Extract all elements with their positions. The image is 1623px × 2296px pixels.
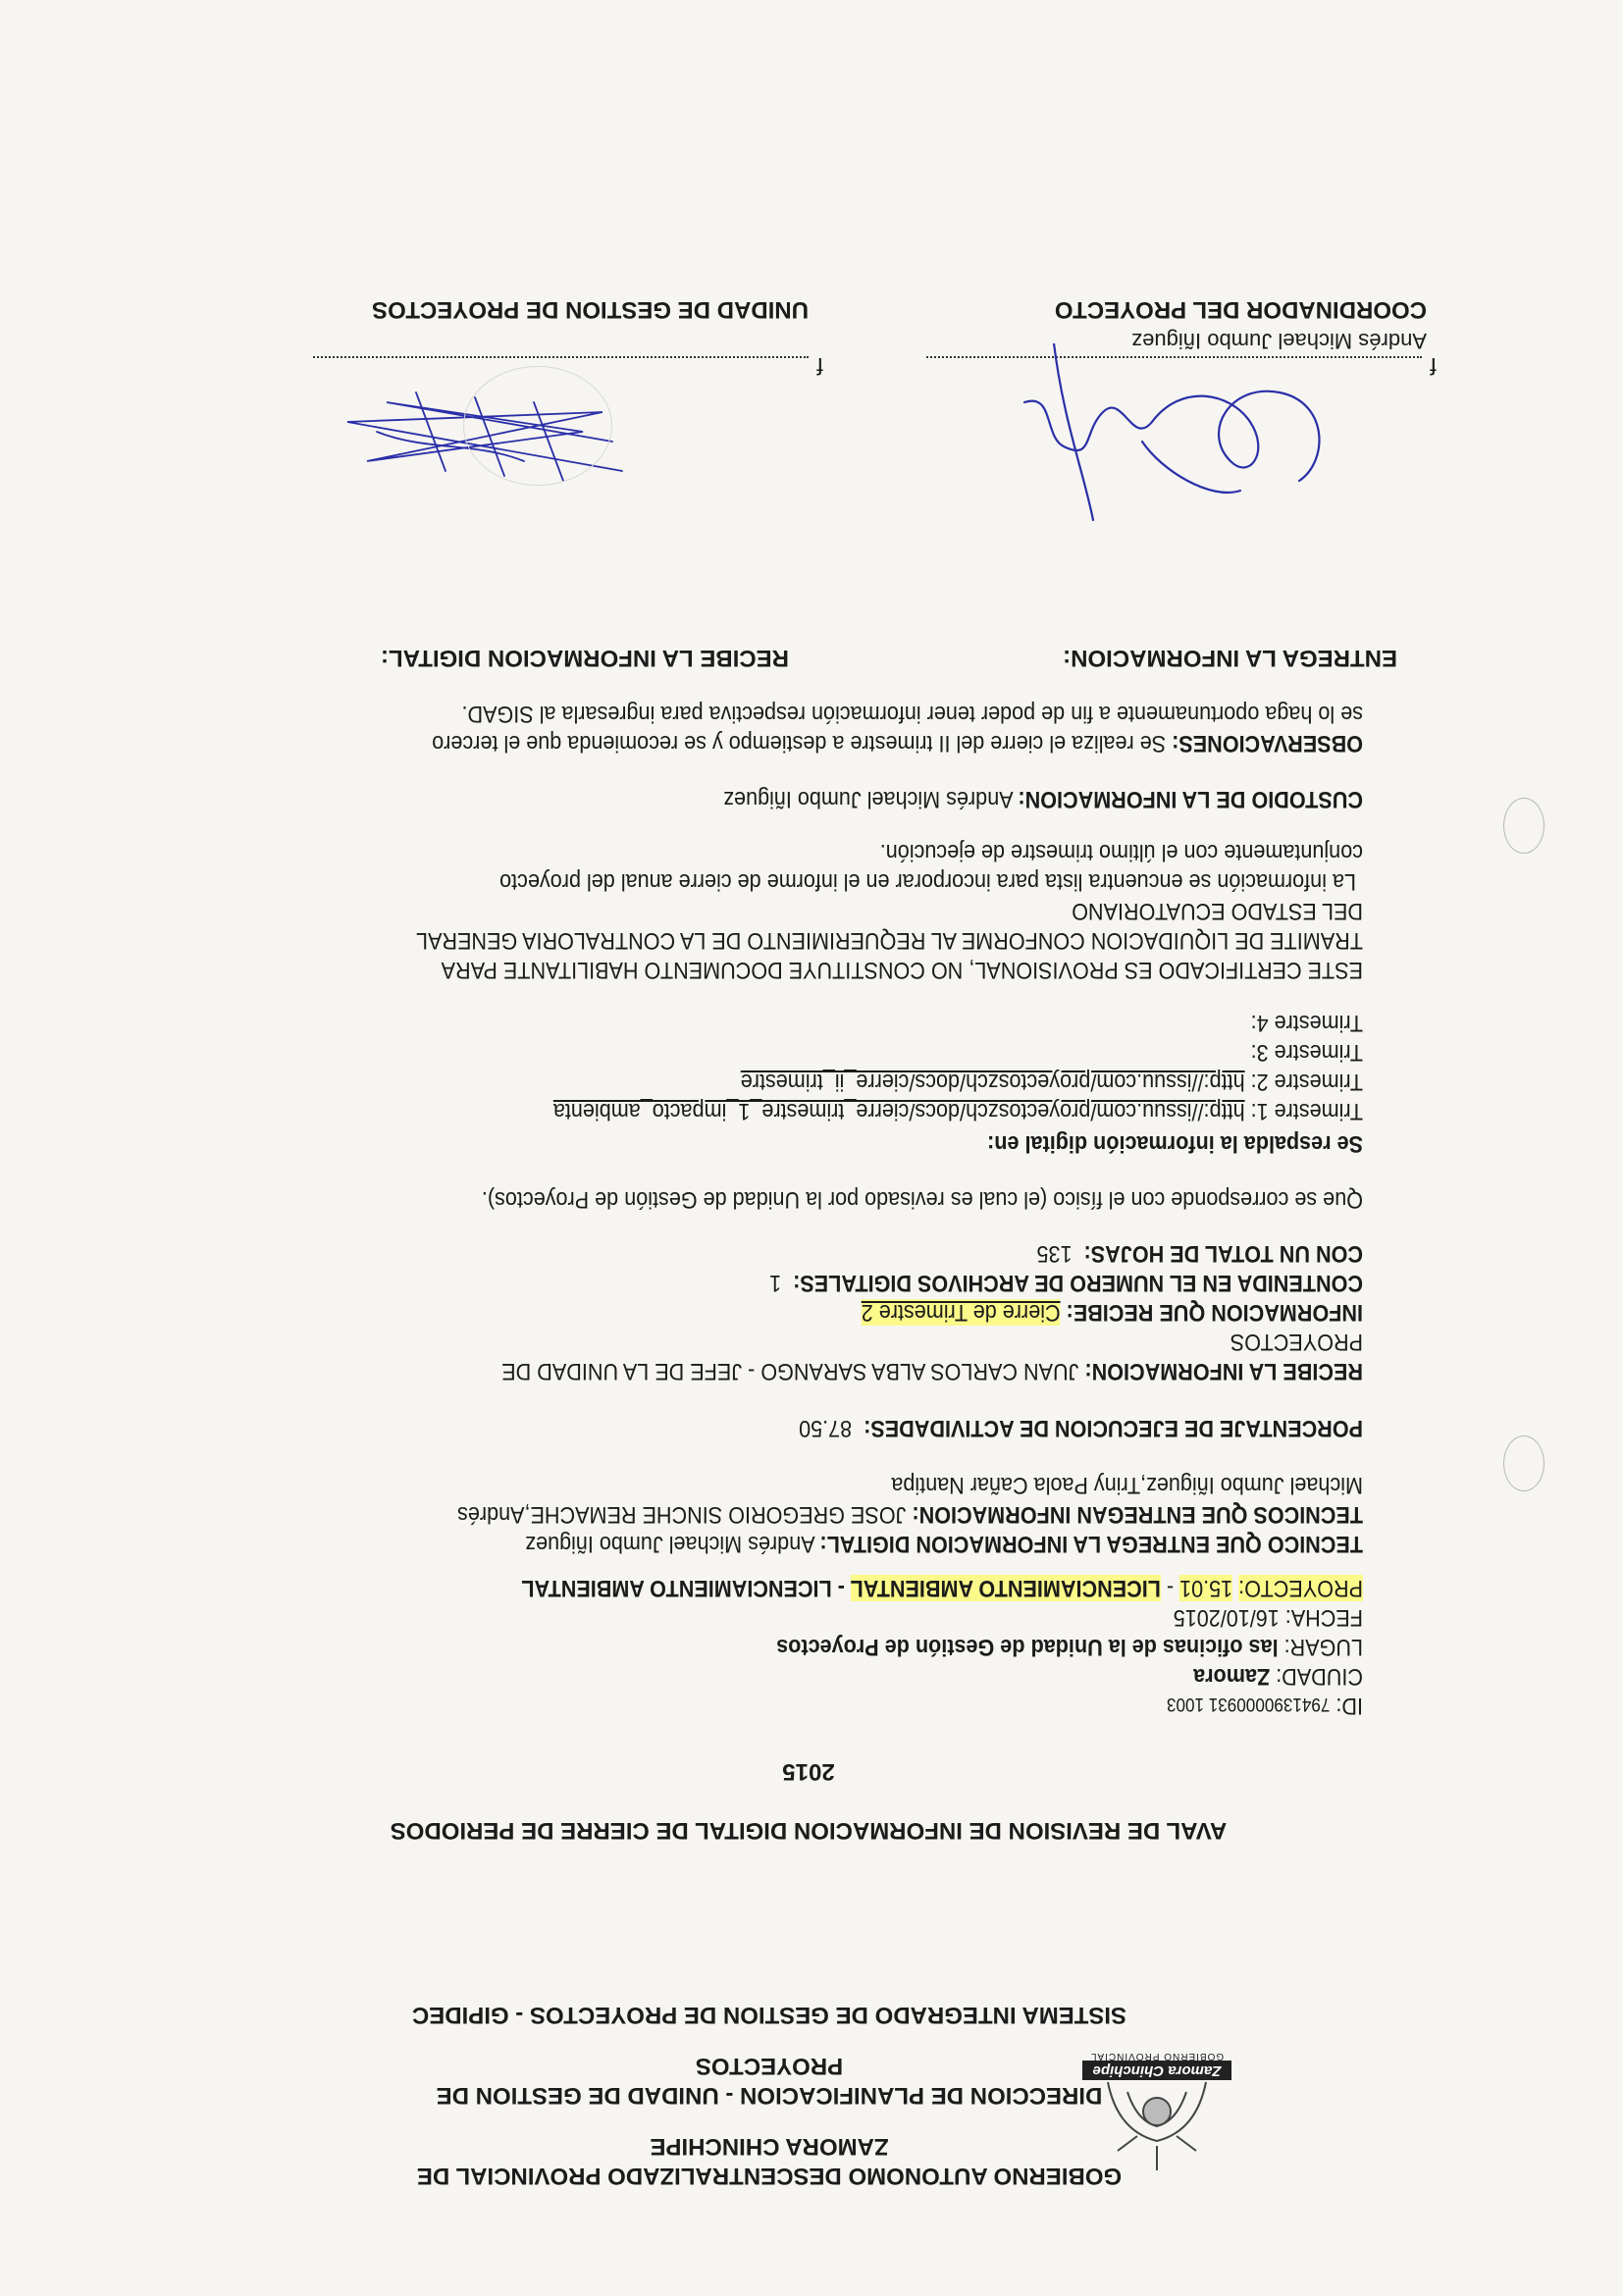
nota-line-2 [826, 837, 1363, 866]
ciudad-label: CIUDAD: [1276, 1663, 1363, 1690]
obs-row-2 [361, 699, 1363, 728]
respaldo-row [946, 1128, 1363, 1158]
obs-label: OBSERVACIONES: [1172, 730, 1363, 757]
fisico-row [384, 1184, 1363, 1214]
proyecto-label: PROYECTO: [1238, 1575, 1363, 1601]
lugar-value: las oficinas de la Unidad de Gestión de Proyectos [776, 1634, 1279, 1660]
nota-text-1: La información se encuentra lista para incorporar en el informe de cierre anual del proyecto [499, 868, 1356, 895]
proyecto-row: PROYECTO: 15.01 - LICENCIAMIENTO AMBIENTAL - LICENCIAMIENTO AMBIENTAL [521, 1575, 1363, 1601]
cert-text-3: DEL ESTADO ECUATORIANO [1072, 898, 1363, 924]
tecnicos-row [357, 1499, 1363, 1529]
id-row [1145, 1689, 1363, 1720]
tecnico-row [432, 1529, 1363, 1558]
header-line-3: DIRECCION DE PLANIFICACION - UNIDAD DE GESTION DE [436, 2082, 1103, 2109]
recibe-row [406, 1356, 1363, 1385]
id-label: ID: [1335, 1693, 1363, 1719]
hojas-label: CON UN TOTAL DE HOJAS: [1083, 1240, 1363, 1267]
entrega-name: Andrés Michael Jumbo Iñiguez [1131, 329, 1427, 353]
custodio-value: Andrés Michael Jumbo Iñiguez [723, 786, 1014, 812]
cert-text-2: TRAMITE DE LIQUIDACION CONFORME AL REQUERIMIENTO DE LA CONTRALORIA GENERAL [416, 927, 1363, 954]
cert-line-3 [1039, 896, 1363, 925]
cert-text-1: ESTE CERTIFICADO ES PROVISIONAL, NO CONSTITUYE DOCUMENTO HABILITANTE PARA [441, 957, 1363, 983]
fecha-value: 16/10/2015 [1173, 1604, 1280, 1631]
logo-text: Zamora Chinchipe [1082, 2061, 1231, 2080]
header-line-4: PROYECTOS [695, 2053, 844, 2079]
recibe-f-mark: f [816, 352, 823, 379]
contenida-row [704, 1268, 1363, 1297]
nota-text-2: conjuntamente con el último trimestre de ejecución. [879, 839, 1363, 865]
logo-subtext: GOBIERNO PROVINCIAL [1089, 2051, 1225, 2061]
proyecto-name: LICENCIAMIENTO AMBIENTAL [850, 1575, 1161, 1601]
document-year: 2015 [782, 1758, 835, 1785]
trimestre-4-row [1238, 1008, 1363, 1037]
trimestre-2-link[interactable]: http://issuu.com/proyectoszch/docs/cierre_ii_trimestre [740, 1069, 1245, 1095]
faint-stamp [463, 366, 612, 486]
document-title: AVAL DE REVISION DE INFORMACION DIGITAL DE CIERRE DE PERIODOS [390, 1817, 1228, 1844]
info-label: INFORMACION QUE RECIBE: [1066, 1299, 1363, 1326]
recibe-value-2: PROYECTOS [1230, 1329, 1363, 1355]
recibe-heading: RECIBE LA INFORMACION DIGITAL: [381, 645, 789, 671]
hojas-row [1001, 1238, 1363, 1268]
header-line-5: SISTEMA INTEGRADO DE GESTION DE PROYECTOS - GIPIDEC [411, 2002, 1127, 2028]
trimestre-1-row [463, 1096, 1363, 1125]
entrega-f-mark: f [1430, 352, 1437, 379]
recibe-row-2 [1216, 1327, 1363, 1356]
custodio-row [653, 784, 1363, 813]
info-value: Cierre de Trimestre 2 [861, 1299, 1061, 1326]
cert-line-1 [339, 955, 1363, 984]
obs-row [329, 728, 1363, 757]
ciudad-row [1175, 1661, 1363, 1691]
recibe-signature-line [313, 356, 809, 358]
entrega-heading: ENTREGA LA INFORMACION: [1063, 645, 1397, 671]
tecnicos-value-1: JOSE GREGORIO SINCHE REMACHE,Andrés [457, 1501, 907, 1528]
id-value: 7941390000931 1003 [1166, 1694, 1331, 1714]
tecnicos-row-2 [839, 1470, 1363, 1499]
punch-hole [1503, 1435, 1544, 1491]
fecha-label: FECHA: [1284, 1604, 1363, 1631]
proyecto-rest: - LICENCIAMIENTO AMBIENTAL [521, 1575, 851, 1601]
proyecto-code: 15.01 [1179, 1575, 1233, 1601]
porcentaje-row [736, 1413, 1363, 1442]
lugar-label: LUGAR: [1283, 1634, 1363, 1660]
nota-line-1 [404, 866, 1356, 896]
porcentaje-label: PORCENTAJE DE EJECUCION DE ACTIVIDADES: [864, 1415, 1363, 1441]
trimestre-1-label: Trimestre 1: [1250, 1098, 1363, 1124]
lugar-row [711, 1632, 1363, 1661]
recibe-value-1: JUAN CARLOS ALBA SARANGO - JEFE DE LA UNIDAD DE [501, 1358, 1079, 1384]
obs-value-1: Se realiza el cierre del II trimestre a destiempo y se recomienda que el tercero [432, 730, 1167, 757]
ciudad-value: Zamora [1193, 1663, 1271, 1690]
trimestre-4-label: Trimestre 4: [1250, 1010, 1363, 1036]
entrega-role: COORDINADOR DEL PROYECTO [1054, 296, 1427, 323]
custodio-label: CUSTODIO DE LA INFORMACION: [1018, 786, 1363, 812]
trimestre-1-link[interactable]: http://issuu.com/proyectoszch/docs/cierre_trimestre_1_impacto_ambienta [552, 1098, 1245, 1124]
info-row [806, 1297, 1363, 1327]
header-block [406, 2000, 1132, 2190]
tecnico-value: Andrés Michael Jumbo Iñiguez [525, 1531, 815, 1557]
trimestre-3-label: Trimestre 3: [1250, 1039, 1363, 1066]
obs-value-2: se lo haga oportunamente a fin de poder tener información respectiva para ingresarla al SIGAD. [461, 701, 1363, 727]
respaldo-label: Se respalda la información digital en: [987, 1130, 1363, 1157]
recibe-label: RECIBE LA INFORMACION: [1084, 1358, 1363, 1384]
fisico-text: Que se corresponde con el físico (el cual es revisado por la Unidad de Gestión de Proyectos). [481, 1186, 1363, 1213]
trimestre-3-row [1238, 1037, 1363, 1067]
tecnico-label: TECNICO QUE ENTREGA LA INFORMACION DIGITAL: [819, 1531, 1363, 1557]
fecha-row [1152, 1602, 1363, 1632]
cert-line-2 [311, 925, 1363, 955]
contenida-value: 1 [769, 1270, 782, 1296]
contenida-label: CONTENIDA EN EL NUMERO DE ARCHIVOS DIGITALES: [793, 1270, 1363, 1296]
porcentaje-value: 87.50 [799, 1415, 853, 1441]
punch-hole [1503, 798, 1544, 854]
trimestre-2-row [671, 1067, 1363, 1096]
hojas-value: 135 [1036, 1240, 1073, 1267]
header-line-1: GOBIERNO AUTONOMO DESCENTRALIZADO PROVINCIAL DE [416, 2163, 1123, 2189]
header-line-2: ZAMORA CHINCHIPE [650, 2133, 889, 2160]
recibe-role: UNIDAD DE GESTION DE PROYECTOS [372, 296, 809, 323]
tecnicos-value-2: Michael Jumbo Iñiguez,Triny Paola Cañar Nantipa [891, 1472, 1363, 1498]
tecnicos-label: TECNICOS QUE ENTREGAN INFORMACION: [912, 1501, 1363, 1528]
trimestre-2-label: Trimestre 2: [1250, 1069, 1363, 1095]
signature-entrega-scribble [946, 343, 1358, 540]
